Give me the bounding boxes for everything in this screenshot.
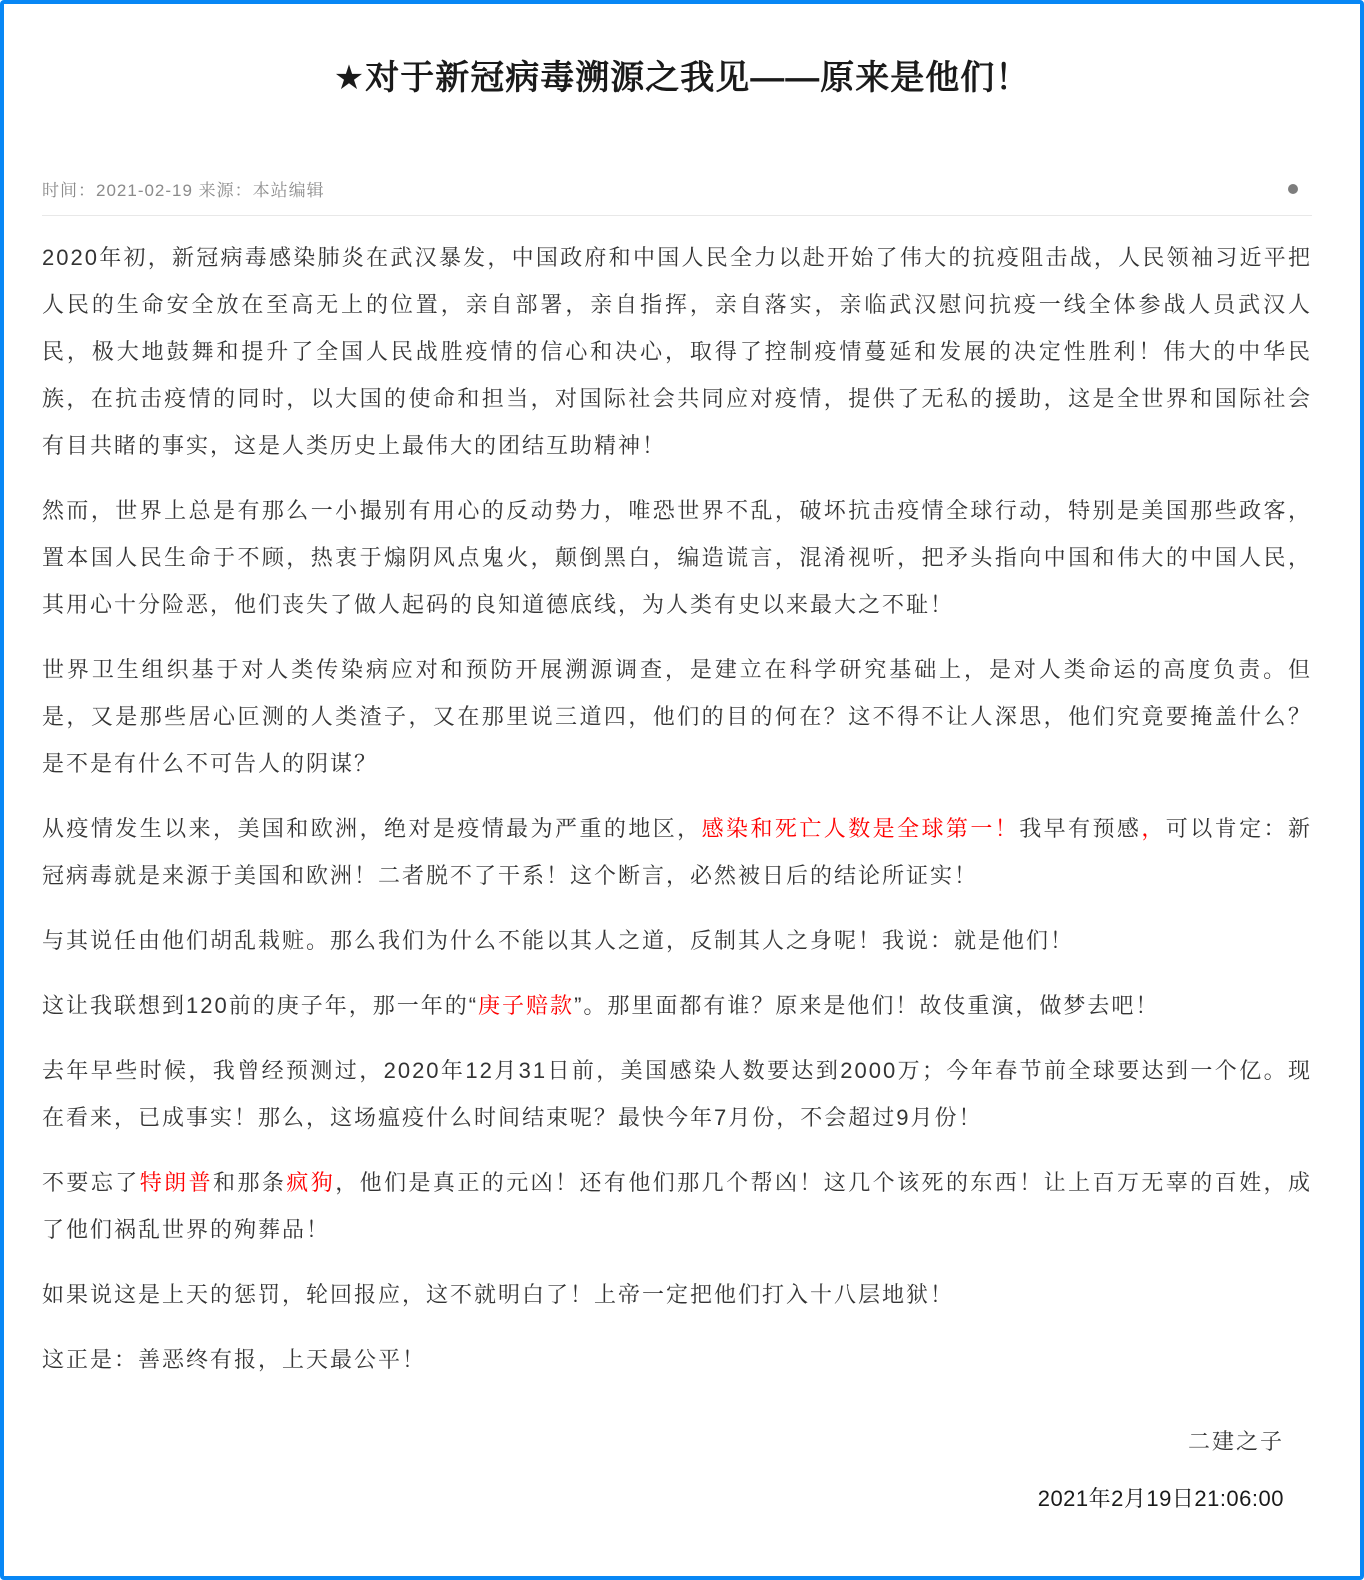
paragraph [42, 1271, 1312, 1318]
text-segment: 去年早些时候，我曾经预测过，2020年12月31日前，美国感染人数要达到2000万；今年春节前全球要达到一个亿。现在看来，已成事实！那么，这场瘟疫什么时间结束呢？最快今年7月份，不会超过9月份！ [42, 1058, 1312, 1131]
highlighted-text: 疯狗 [286, 1170, 336, 1196]
text-segment: 世界卫生组织基于对人类传染病应对和预防开展溯源调查，是建立在科学研究基础上，是对人类命运的高度负责。但是，又是那些居心叵测的人类渣子，又在那里说三道四，他们的目的何在？这不得不让人深思，他们究竟要掩盖什么？是不是有什么不可告人的阴谋？ [42, 657, 1312, 777]
paragraph [42, 1336, 1312, 1383]
text-segment: 我早有预感 [1019, 816, 1142, 842]
highlighted-text: 感染和死亡人数是全球第一！ [701, 816, 1020, 842]
paragraph [42, 487, 1312, 628]
text-segment: 与其说任由他们胡乱栽赃。那么我们为什么不能以其人之道，反制其人之身呢！我说：就是他们！ [42, 928, 1075, 954]
text-segment: 这正是：善恶终有报，上天最公平！ [42, 1347, 427, 1373]
text-segment: 不要忘了 [42, 1170, 140, 1196]
text-segment: 可以肯定：新冠病毒就是来源于美国和欧洲！二者脱不了干系！这个断言，必然被日后的结论所证实！ [42, 816, 1312, 889]
paragraph [42, 805, 1312, 899]
paragraph [42, 1159, 1312, 1253]
paragraph [42, 234, 1312, 469]
meta-row [42, 176, 1312, 201]
bullet-dot-icon [1288, 184, 1298, 194]
paragraph [42, 917, 1312, 964]
highlighted-text: 特朗普 [139, 1170, 214, 1196]
author-signature: 二建之子 [1187, 1429, 1284, 1455]
text-segment: 和那条 [213, 1170, 287, 1196]
paragraph [42, 1047, 1312, 1141]
divider [42, 215, 1312, 216]
text-segment: ”。那里面都有谁？原来是他们！故伎重演，做梦去吧！ [574, 993, 1160, 1019]
highlighted-text: ， [1141, 816, 1166, 842]
meta-text: 时间：2021-02-19 来源：本站编辑 [42, 181, 325, 201]
paragraph [42, 982, 1312, 1029]
publish-timestamp: 2021年2月19日21:06:00 [1037, 1486, 1284, 1512]
text-segment: 这让我联想到120前的庚子年，那一年的“ [42, 993, 479, 1019]
highlighted-text: 庚子赔款 [478, 993, 575, 1019]
text-segment: ，他们是真正的元凶！还有他们那几个帮凶！这几个该死的东西！让上百万无辜的百姓，成了他们祸乱世界的殉葬品！ [42, 1170, 1312, 1243]
page-title: ★对于新冠病毒溯源之我见——原来是他们！ [333, 59, 1031, 97]
text-segment: 然而，世界上总是有那么一小撮别有用心的反动势力，唯恐世界不乱，破坏抗击疫情全球行动，特别是美国那些政客，置本国人民生命于不顾，热衷于煽阴风点鬼火，颠倒黑白，编造谎言，混淆视听，把矛头指向中国和伟大的中国人民，其用心十分险恶，他们丧失了做人起码的良知道德底线，为人类有史以来最大之不耻！ [42, 498, 1312, 618]
article-body [42, 234, 1312, 1383]
text-segment: 2020年初，新冠病毒感染肺炎在武汉暴发，中国政府和中国人民全力以赴开始了伟大的抗疫阻击战，人民领袖习近平把人民的生命安全放在至高无上的位置，亲自部署，亲自指挥，亲自落实，亲临武汉慰问抗疫一线全体参战人员武汉人民，极大地鼓舞和提升了全国人民战胜疫情的信心和决心，取得了控制疫情蔓延和发展的决定性胜利！伟大的中华民族，在抗击疫情的同时，以大国的使命和担当，对国际社会共同应对疫情，提供了无私的援助，这是全世界和国际社会有目共睹的事实，这是人类历史上最伟大的团结互助精神！ [42, 245, 1312, 459]
text-segment: 如果说这是上天的惩罚，轮回报应，这不就明白了！上帝一定把他们打入十八层地狱！ [42, 1282, 955, 1308]
text-segment: 从疫情发生以来，美国和欧洲，绝对是疫情最为严重的地区， [42, 816, 702, 842]
paragraph [42, 646, 1312, 787]
